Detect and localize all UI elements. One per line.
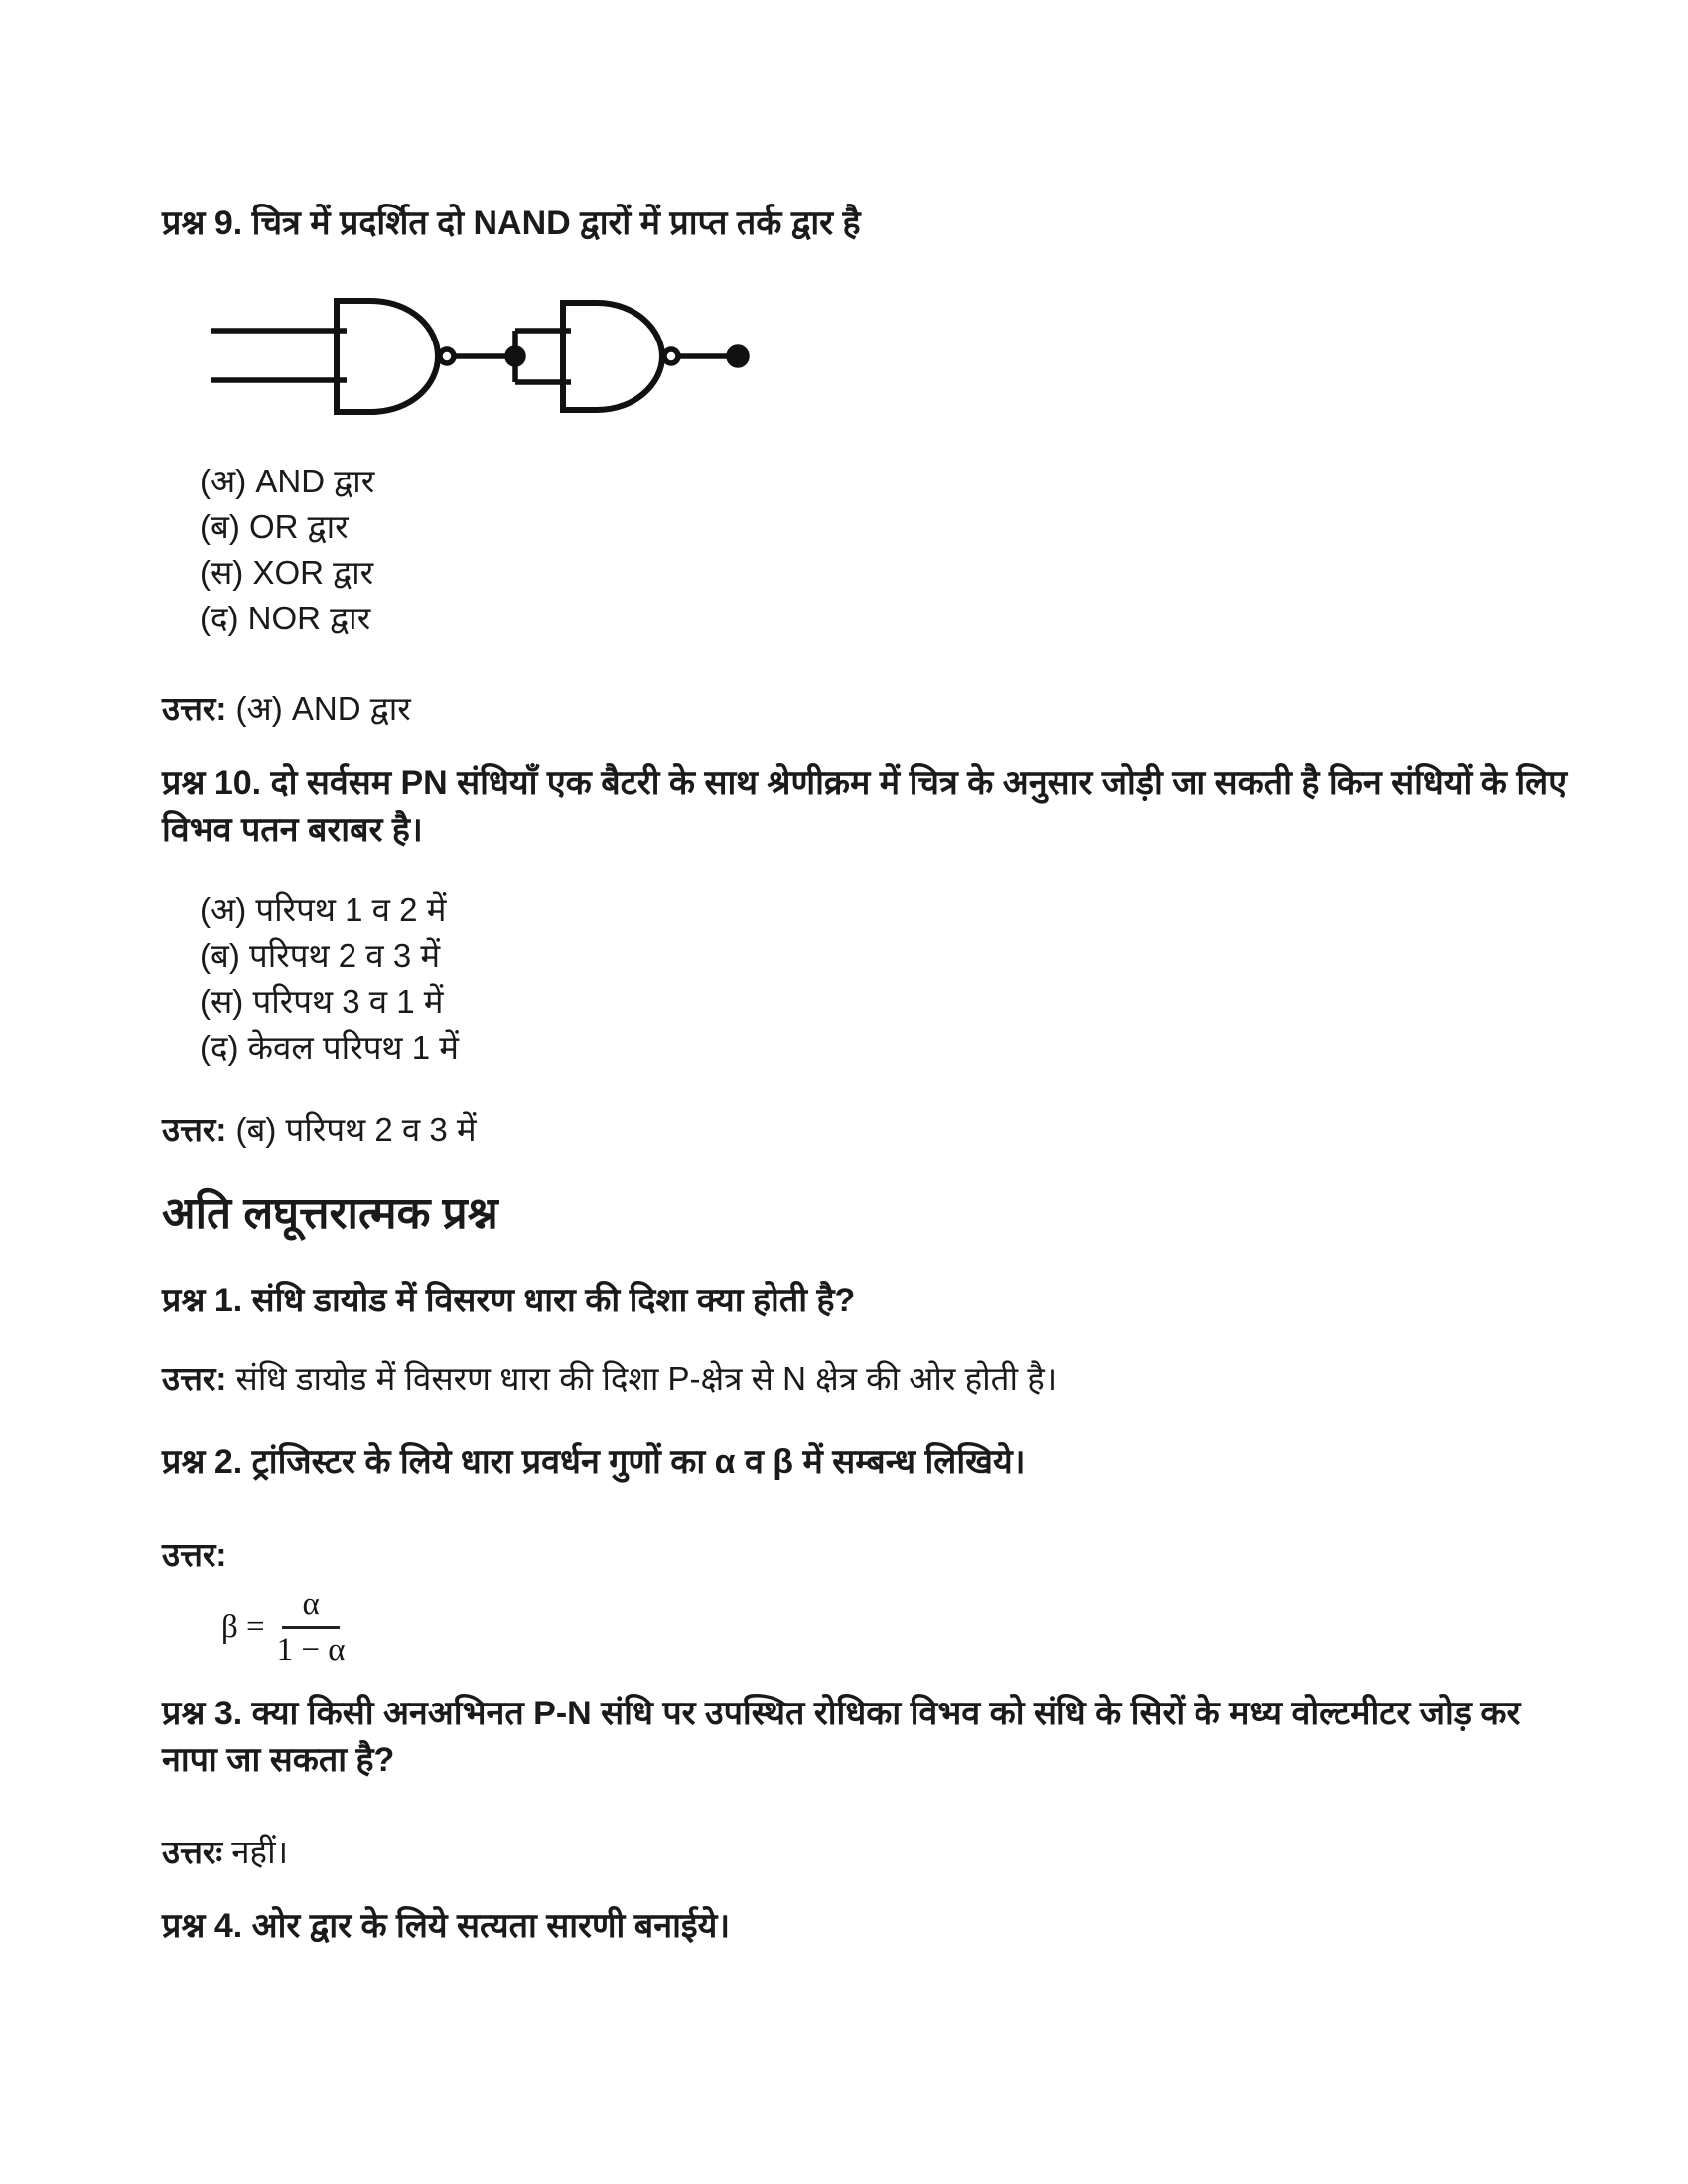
option-b: (ब) परिपथ 2 व 3 में [200,937,441,975]
question-1-answer [162,1356,1579,1402]
formula-fraction [277,1586,346,1669]
question-2-answer [162,1532,1579,1577]
gate1-inverter-bubble-icon [440,349,454,363]
gate2-inverter-bubble-icon [664,349,678,363]
nand-circuit-diagram [210,291,751,425]
answer-text: (अ) AND द्वार [235,689,411,727]
beta-alpha-formula [221,1586,1579,1669]
question-10-heading: प्रश्न 10. दो सर्वसम PN संधियाँ एक बैटरी के साथ श्रेणीक्रम में चित्र के अनुसार जोड़ी जा सकती है किन संधियों के लिए विभव पतन बराबर है। [162,764,1568,850]
nand-gate-2-icon [563,303,662,410]
question-9-heading: प्रश्न 9. चित्र में प्रदर्शित दो NAND द्वारों में प्राप्त तर्क द्वार है [162,205,861,242]
formula-denominator: 1 − α [276,1632,346,1669]
formula-numerator: α [282,1586,339,1629]
formula-lhs: β = [221,1609,265,1646]
answer-label: उत्तर: [162,1535,227,1572]
nand-circuit-svg [210,291,751,425]
question-3-heading: प्रश्न 3. क्या किसी अनअभिनत P-N संधि पर उपस्थित रोधिका विभव को संधि के सिरों के मध्य वोल्टमीटर जोड़ कर नापा जा सकता है? [162,1695,1521,1780]
question-1-heading: प्रश्न 1. संधि डायोड में विसरण धारा की दिशा क्या होती है? [162,1282,856,1320]
answer-label: उत्तर: [162,689,227,727]
question-3-answer [162,1830,1579,1875]
answer-label: उत्तर: [162,1110,227,1148]
question-2-heading: प्रश्न 2. ट्रांजिस्टर के लिये धारा प्रवर्धन गुणों का α व β में सम्बन्ध लिखिये। [162,1442,1026,1481]
answer-text: (ब) परिपथ 2 व 3 में [235,1110,477,1148]
option-c: (स) परिपथ 3 व 1 में [200,983,444,1021]
answer-text: नहीं। [231,1834,289,1871]
option-b: (ब) OR द्वार [200,508,349,546]
option-d: (द) केवल परिपथ 1 में [200,1028,459,1066]
nand-gate-1-icon [337,301,438,412]
option-a: (अ) परिपथ 1 व 2 में [200,891,447,928]
question-9-options [162,459,1579,642]
answer-label: उत्तर: [162,1360,227,1398]
question-10-answer [162,1107,1579,1153]
question-10-options [162,887,1579,1071]
question-4-heading: प्रश्न 4. ओर द्वार के लिये सत्यता सारणी बनाईये। [162,1906,731,1945]
question-9-answer [162,686,1579,732]
answer-label: उत्तरः [162,1834,223,1871]
option-c: (स) XOR द्वार [200,554,374,592]
section-heading: अति लघूत्तरात्मक प्रश्न [162,1189,498,1239]
answer-text: संधि डायोड में विसरण धारा की दिशा P-क्षेत्र से N क्षेत्र की ओर होती है। [235,1360,1057,1398]
option-a: (अ) AND द्वार [200,462,375,499]
option-d: (द) NOR द्वार [200,600,371,637]
output-terminal-dot-icon [729,347,747,365]
